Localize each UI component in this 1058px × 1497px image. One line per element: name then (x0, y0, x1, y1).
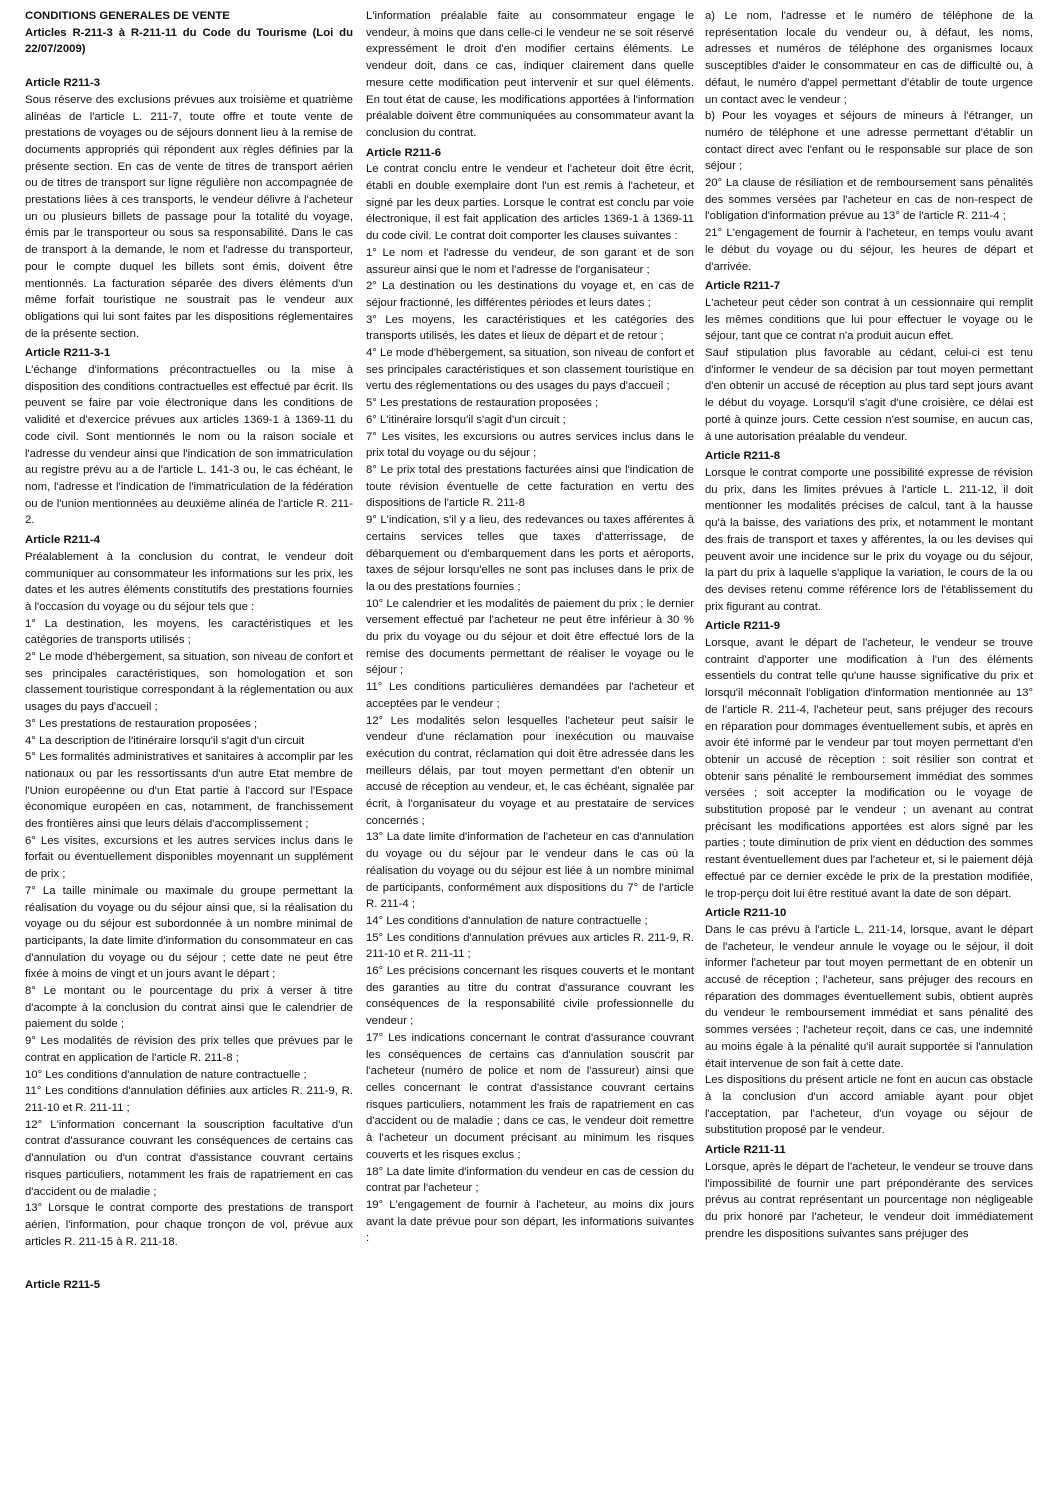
list-item: 1° Le nom et l'adresse du vendeur, de son garant et de son assureur ainsi que le nom et l'adresse de l'organisateur ; (366, 246, 694, 276)
list-item: 11° Les conditions d'annulation définies aux articles R. 211-9, R. 211-10 et R. 211-11 ; (25, 1085, 353, 1114)
article-paragraph: Préalablement à la conclusion du contrat, le vendeur doit communiquer au consommateur les informations sur les prix, les dates et les autres éléments constitutifs des prestations fournies à l'occasion du voyage ou du séjour tels que : (25, 550, 353, 613)
list-item: 5° Les prestations de restauration proposées ; (366, 397, 599, 410)
list-item: 13° La date limite d'information de l'acheteur en cas d'annulation du voyage ou du séjour par le vendeur dans le cas où la réalisation du voyage ou du séjour est liée à un nombre minimal de participants, conformément aux dispositions du 7° de l'article R. 211-4 ; (366, 831, 694, 911)
list-item: 4° Le mode d'hébergement, sa situation, son niveau de confort et ses principales caractéristiques et son classement touristique en vertu des réglementations ou des usages du pays d'accueil ; (366, 347, 694, 393)
list-item: 12° Les modalités selon lesquelles l'acheteur peut saisir le vendeur d'une réclamation pour inexécution ou mauvaise exécution du contrat, réclamation qui doit être adressée dans les meilleurs délais, par tout moyen permettant d'en obtenir un accusé de réception au vendeur, et, le cas échéant, signalée par écrit, à l'organisateur du voyage et au prestataire de services concernés ; (366, 714, 694, 827)
list-item: 15° Les conditions d'annulation prévues aux articles R. 211-9, R. 211-10 et R. 211-11 ; (366, 931, 694, 961)
list-item: 2° La destination ou les destinations du voyage et, en cas de séjour fractionné, les différentes périodes et leurs dates ; (366, 280, 694, 309)
column-3 (705, 8, 1033, 1242)
list-item: 1° La destination, les moyens, les caractéristiques et les catégories de transports utilisés ; (25, 617, 353, 647)
document-title: CONDITIONS GENERALES DE VENTE (25, 10, 230, 22)
article-heading: Article R211-10 (705, 907, 787, 920)
list-item: 5° Les formalités administratives et sanitaires à accomplir par les nationaux ou par les ressortissants d'un autre Etat membre de l'Union européenne ou d'un Etat partie à l'accord sur l'Espace économique européen en cas, notamment, de franchissement des frontières ainsi que leurs délais d'accomplissement ; (25, 751, 353, 831)
list-item: 4° La description de l'itinéraire lorsqu'il s'agit d'un circuit (25, 734, 305, 747)
article-paragraph: Sous réserve des exclusions prévues aux troisième et quatrième alinéas de l'article L. 211-7, toute offre et toute vente de prestations de voyages ou de séjours donnent lieu à la remise de documents appropriés qui répondent aux règles définies par la présente section. En cas de vente de titres de transport aérien ou de titres de transport sur ligne régulière non accompagnée de prestations liées à ces transports, le vendeur délivre à l'acheteur un ou plusieurs billets de passage pour la totalité du voyage, émis par le transporteur ou sous sa responsabilité. Dans le cas de transport à la demande, le nom et l'adresse du transporteur, pour le compte duquel les billets sont émis, doivent être mentionnés. La facturation séparée des divers éléments d'un même forfait touristique ne soustrait pas le vendeur aux obligations qui lui sont faites par les dispositions réglementaires de la présente section. (25, 93, 353, 340)
article-heading: Article R211-7 (705, 280, 781, 293)
article-heading: Article R211-8 (705, 450, 781, 463)
list-item: 12° L'information concernant la souscription facultative d'un contrat d'assurance couvrant les conséquences de certains cas d'annulation ou d'un contrat d'assistance couvrant certains risques particuliers, notamment les frais de rapatriement en cas d'accident ou de maladie ; (25, 1118, 353, 1198)
list-item: 21° L'engagement de fournir à l'acheteur, en temps voulu avant le début du voyage ou du séjour, les heures de départ et d'arrivée. (705, 227, 1033, 273)
list-item: 9° Les modalités de révision des prix telles que prévues par le contrat en application de l'article R. 211-8 ; (25, 1035, 353, 1064)
list-item: 7° Les visites, les excursions ou autres services inclus dans le prix total du voyage ou du séjour ; (366, 430, 694, 460)
list-item: 6° Les visites, excursions et les autres services inclus dans le forfait ou éventuellement disponibles moyennant un supplément de prix ; (25, 834, 353, 881)
list-item: 13° Lorsque le contrat comporte des prestations de transport aérien, l'information, pour chaque tronçon de vol, prévue aux articles R. 211-15 à R. 211-18. (25, 1202, 353, 1248)
list-item: 14° Les conditions d'annulation de nature contractuelle ; (366, 914, 648, 927)
list-item: 18° La date limite d'information du vendeur en cas de cession du contrat par l'acheteur ; (366, 1165, 694, 1195)
article-heading: Article R211-3-1 (25, 347, 111, 360)
article-paragraph: L'information préalable faite au consommateur engage le vendeur, à moins que dans celle-ci le vendeur ne se soit réservé expressément le droit d'en modifier certains éléments. Le vendeur doit, dans ce cas, indiquer clairement dans quelle mesure cette modification peut intervenir et sur quel éléments. En tout état de cause, les modifications apportées à l'information préalable doivent être communiquées au consommateur avant la conclusion du contrat. (366, 10, 694, 139)
article-paragraph: Lorsque le contrat comporte une possibilité expresse de révision du prix, dans les limites prévues à l'article L. 211-12, il doit mentionner les modalités précises de calcul, tant à la hausse qu'à la baisse, des variations des prix, et notamment le montant des frais de transport et taxes y afférentes, la ou les devises qui peuvent avoir une incidence sur le prix du voyage ou du séjour, la part du prix à laquelle s'applique la variation, le cours de la ou des devises retenu comme référence lors de l'établissement du prix figurant au contrat. (705, 466, 1033, 613)
list-item: 3° Les moyens, les caractéristiques et les catégories des transports utilisés, les dates et lieux de départ et de retour ; (366, 313, 694, 343)
article-paragraph: Lorsque, après le départ de l'acheteur, le vendeur se trouve dans l'impossibilité de fournir une part prépondérante des services prévus au contrat représentant un pourcentage non négligeable du prix honoré par l'acheteur, le vendeur doit immédiatement prendre les dispositions suivantes sans préjuger des (705, 1160, 1033, 1240)
article-heading: Article R211-3 (25, 77, 101, 90)
list-item: 8° Le montant ou le pourcentage du prix à verser à titre d'acompte à la conclusion du contrat ainsi que le calendrier de paiement du solde ; (25, 985, 353, 1031)
list-item: 19° L'engagement de fournir à l'acheteur, au moins dix jours avant la date prévue pour son départ, les informations suivantes : (366, 1198, 694, 1245)
article-heading: Article R211-4 (25, 534, 101, 547)
list-item: 10° Le calendrier et les modalités de paiement du prix ; le dernier versement effectué par l'acheteur ne peut être inférieur à 30 % du prix du voyage ou du séjour et doit être effectué lors de la remise des documents permettant de réaliser le voyage ou le séjour ; (366, 597, 694, 677)
list-item: 16° Les précisions concernant les risques couverts et le montant des garanties au titre du contrat d'assurance couvrant les conséquences de la responsabilité civile professionnelle du vendeur ; (366, 965, 694, 1028)
list-item: 20° La clause de résiliation et de remboursement sans pénalités des sommes versées par l'acheteur en cas de non-respect de l'obligation d'information prévue au 13° de l'article R. 211-4 ; (705, 177, 1033, 223)
column-2 (366, 8, 694, 1247)
list-item: 10° Les conditions d'annulation de nature contractuelle ; (25, 1068, 307, 1081)
document-subtitle: Articles R-211-3 à R-211-11 du Code du Tourisme (Loi du 22/07/2009) (25, 26, 353, 56)
article-paragraph: L'acheteur peut céder son contrat à un cessionnaire qui remplit les mêmes conditions que lui pour effectuer le voyage ou le séjour, tant que ce contrat n'a produit aucun effet. (705, 296, 1033, 343)
article-heading: Article R211-6 (366, 146, 442, 159)
article-heading: Article R211-9 (705, 620, 781, 633)
article-heading: Article R211-11 (705, 1144, 786, 1157)
list-item: a) Le nom, l'adresse et le numéro de téléphone de la représentation locale du vendeur ou, à défaut, les noms, adresses et numéros de téléphone des organismes locaux susceptibles d'aider le consommateur en cas de difficulté ou, à défaut, le numéro d'appel permettant d'établir de toute urgence un contact avec le vendeur ; (705, 10, 1033, 106)
article-paragraph: Sauf stipulation plus favorable au cédant, celui-ci est tenu d'informer le vendeur de sa décision par tout moyen permettant d'en obtenir un accusé de réception au plus tard sept jours avant le début du voyage. Lorsqu'il s'agit d'une croisière, ce délai est porté à quinze jours. Cette cession n'est soumise, en aucun cas, à une autorisation préalable du vendeur. (705, 347, 1033, 443)
article-paragraph: Le contrat conclu entre le vendeur et l'acheteur doit être écrit, établi en double exemplaire dont l'un est remis à l'acheteur, et signé par les deux parties. Lorsque le contrat est conclu par voie électronique, il est fait application des articles 1369-1 à 1369-11 du code civil. Le contrat doit comporter les clauses suivantes : (366, 163, 694, 243)
list-item: 11° Les conditions particulières demandées par l'acheteur et acceptées par le vendeur ; (366, 681, 694, 710)
list-item: 8° Le prix total des prestations facturées ainsi que l'indication de toute révision éventuelle de cette facturation en vertu des dispositions de l'article R. 211-8 (366, 463, 694, 510)
column-1 (25, 8, 353, 1294)
article-paragraph: Les dispositions du présent article ne font en aucun cas obstacle à la conclusion d'un accord amiable ayant pour objet l'acceptation, par l'acheteur, d'un voyage ou séjour de substitution proposé par le vendeur. (705, 1074, 1033, 1137)
list-item: 3° Les prestations de restauration proposées ; (25, 717, 258, 730)
list-item: 9° L'indication, s'il y a lieu, des redevances ou taxes afférentes à certains services telles que taxes d'atterrissage, de débarquement ou d'embarquement dans les ports et aéroports, taxes de séjour lorsqu'elles ne sont pas incluses dans le prix de la ou des prestations fournies ; (366, 514, 694, 593)
article-paragraph: L'échange d'informations précontractuelles ou la mise à disposition des conditions contractuelles est effectué par écrit. Ils peuvent se faire par voie électronique dans les conditions de validité et d'exercice prévues aux articles 1369-1 à 1369-11 du code civil. Sont mentionnés le nom ou la raison sociale et l'adresse du vendeur ainsi que l'indication de son immatriculation au registre prévu au a de l'article L. 141-3 ou, le cas échéant, le nom, l'adresse et l'indication de l'immatriculation de la fédération ou de l'union mentionnées au deuxième alinéa de l'article R. 211-2. (25, 364, 353, 527)
list-item: b) Pour les voyages et séjours de mineurs à l'étranger, un numéro de téléphone et une adresse permettant d'établir un contact direct avec l'enfant ou le responsable sur place de son séjour ; (705, 110, 1033, 173)
list-item: 6° L'itinéraire lorsqu'il s'agit d'un circuit ; (366, 413, 566, 426)
list-item: 2° Le mode d'hébergement, sa situation, son niveau de confort et ses principales caractéristiques, son homologation et son classement touristique correspondant à la réglementation ou aux usages du pays d'accueil ; (25, 651, 353, 714)
article-paragraph: Lorsque, avant le départ de l'acheteur, le vendeur se trouve contraint d'apporter une modification à l'un des éléments essentiels du contrat telle qu'une hausse significative du prix et lorsqu'il méconnaît l'obligation d'information mentionnée au 13° de l'article R. 211-4, l'acheteur peut, sans préjuger des recours en réparation pour dommages éventuellement subis, et après en avoir été informé par le vendeur par tout moyen permettant d'en obtenir un accusé de réception : soit résilier son contrat et obtenir sans pénalité le remboursement immédiat des sommes versées ; soit accepter la modification ou le voyage de substitution proposé par le vendeur ; un avenant au contrat précisant les modifications apportées est alors signé par les parties ; toute diminution de prix vient en déduction des sommes restant éventuellement dues par l'acheteur et, si le paiement déjà effectué par ce dernier excède le prix de la prestation modifiée, le trop-perçu doit lui être restitué avant la date de son départ. (705, 637, 1033, 900)
article-paragraph: Dans le cas prévu à l'article L. 211-14, lorsque, avant le départ de l'acheteur, le vendeur annule le voyage ou le séjour, il doit informer l'acheteur par tout moyen permettant de en obtenir un accusé de réception ; l'acheteur, sans préjuger des recours en réparation des dommages éventuellement subis, obtient auprès du vendeur le remboursement immédiat et sans pénalité des sommes versées ; l'acheteur reçoit, dans ce cas, une indemnité au moins égale à la pénalité qu'il aurait supportée si l'annulation était intervenue de son fait à cette date. (705, 923, 1033, 1070)
article-heading: Article R211-5 (25, 1279, 101, 1292)
list-item: 7° La taille minimale ou maximale du groupe permettant la réalisation du voyage ou du séjour ainsi que, si la réalisation du voyage ou du séjour est subordonnée à un nombre minimal de participants, la date limite d'information du consommateur en cas d'annulation du voyage ou du séjour ; cette date ne peut être fixée à moins de vingt et un jours avant le départ ; (25, 884, 353, 981)
list-item: 17° Les indications concernant le contrat d'assurance couvrant les conséquences de certains cas d'annulation souscrit par l'acheteur (numéro de police et nom de l'assureur) ainsi que celles concernant le contrat d'assistance couvrant certains risques particuliers, notamment les frais de rapatriement en cas d'accident ou de maladie ; dans ce cas, le vendeur doit remettre à l'acheteur un document précisant au minimum les risques couverts et les risques exclus ; (366, 1031, 694, 1161)
